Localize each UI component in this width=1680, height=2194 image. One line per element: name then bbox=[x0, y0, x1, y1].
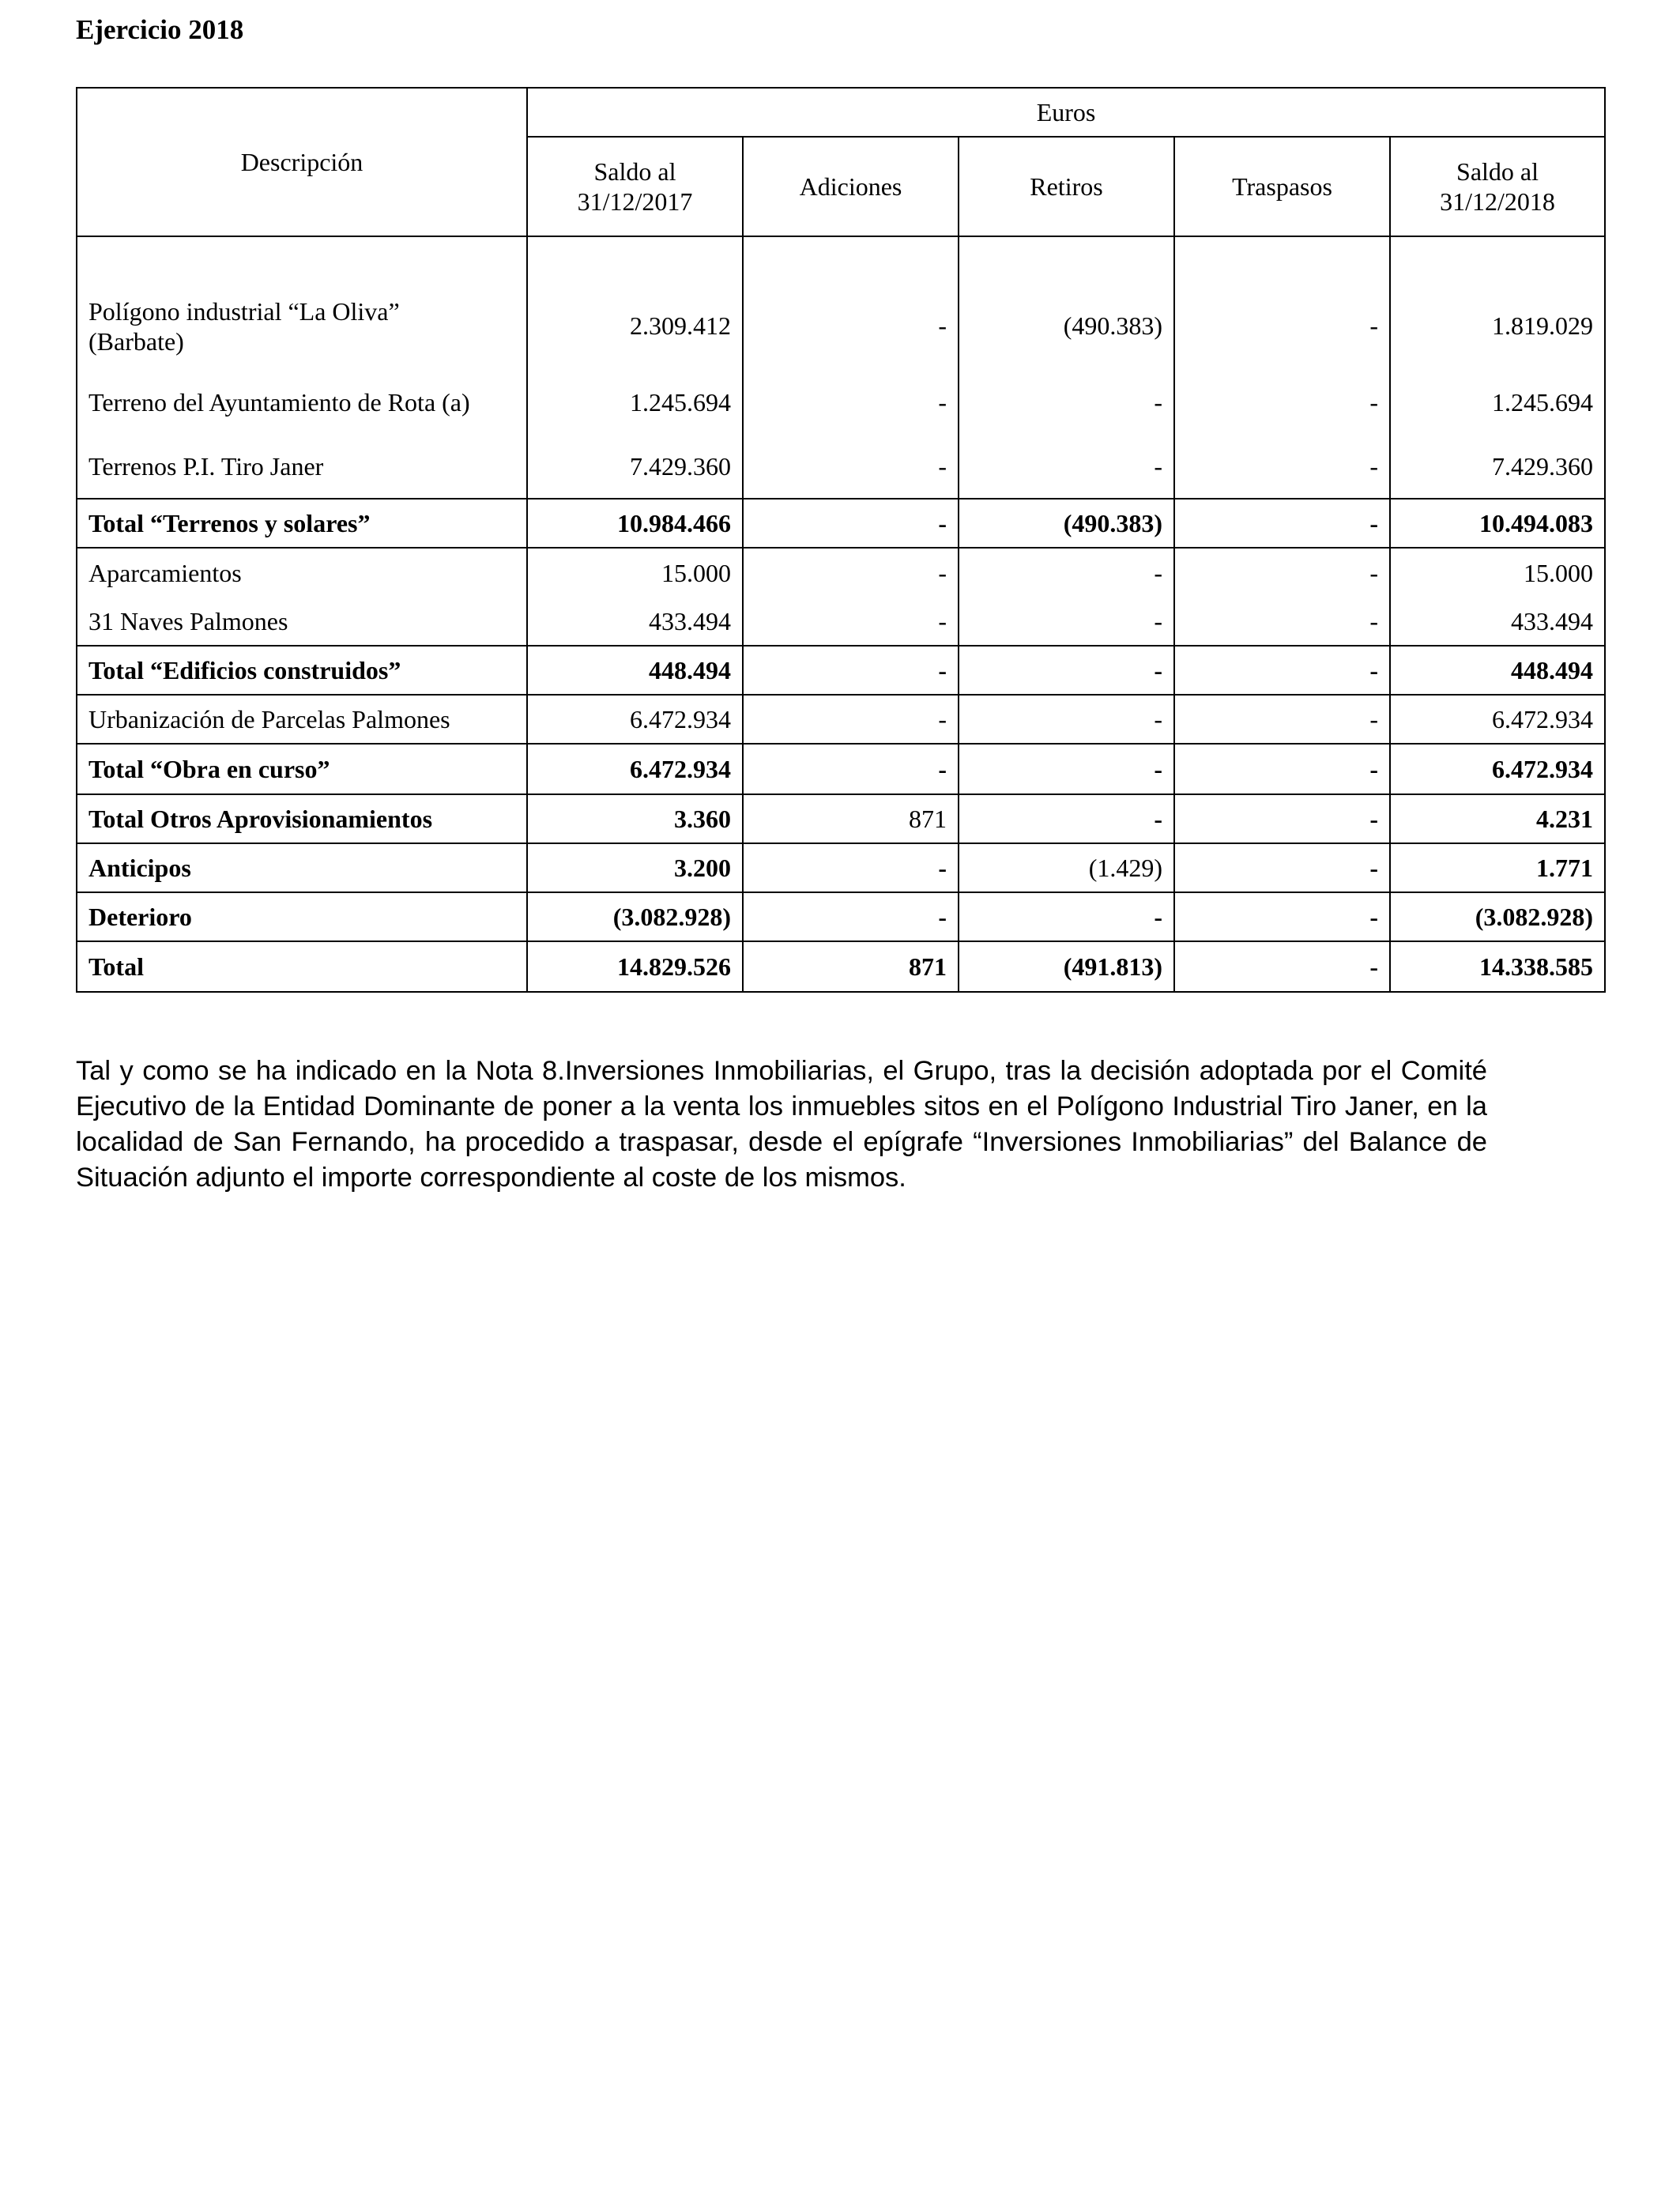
row-label: Aparcamientos bbox=[77, 548, 527, 597]
row-label: Total Otros Aprovisionamientos bbox=[77, 794, 527, 843]
cell-value: (490.383) bbox=[959, 236, 1174, 371]
cell-value: 433.494 bbox=[527, 597, 743, 646]
cell-value: 433.494 bbox=[1390, 597, 1605, 646]
cell-value: - bbox=[743, 434, 959, 499]
row-label: Polígono industrial “La Oliva” (Barbate) bbox=[77, 236, 527, 371]
cell-value: - bbox=[743, 843, 959, 892]
cell-value: - bbox=[1174, 434, 1390, 499]
table-row-total bbox=[77, 646, 1605, 695]
cell-value: 3.200 bbox=[527, 843, 743, 892]
cell-value: - bbox=[743, 499, 959, 548]
cell-value: - bbox=[959, 646, 1174, 695]
cell-value: - bbox=[959, 371, 1174, 434]
table-row bbox=[77, 434, 1605, 499]
cell-value: 448.494 bbox=[1390, 646, 1605, 695]
cell-value: - bbox=[1174, 941, 1390, 992]
cell-value: 7.429.360 bbox=[527, 434, 743, 499]
cell-value: 6.472.934 bbox=[527, 695, 743, 744]
row-label: Deterioro bbox=[77, 892, 527, 941]
cell-value: - bbox=[1174, 843, 1390, 892]
header-euros: Euros bbox=[527, 88, 1605, 137]
explanatory-paragraph: Tal y como se ha indicado en la Nota 8.Inversiones Inmobiliarias, el Grupo, tras la decisión adoptada por el Comité Ejecutivo de la Entidad Dominante de poner a la venta los inmuebles sitos en el Polígono Industrial Tiro Janer, en la localidad de San Fernando, ha procedido a traspasar, desde el epígrafe “Inversiones Inmobiliarias” del Balance de Situación adjunto el importe correspondiente al coste de los mismos. bbox=[76, 1055, 1487, 1193]
cell-value: 1.245.694 bbox=[527, 371, 743, 434]
row-label: Terrenos P.I. Tiro Janer bbox=[77, 434, 527, 499]
cell-value: 10.984.466 bbox=[527, 499, 743, 548]
table-row-total bbox=[77, 499, 1605, 548]
cell-value: - bbox=[1174, 744, 1390, 794]
row-label: Urbanización de Parcelas Palmones bbox=[77, 695, 527, 744]
cell-value: 1.245.694 bbox=[1390, 371, 1605, 434]
cell-value: 6.472.934 bbox=[527, 744, 743, 794]
cell-value: 1.819.029 bbox=[1390, 236, 1605, 371]
cell-value: 448.494 bbox=[527, 646, 743, 695]
cell-value: 1.771 bbox=[1390, 843, 1605, 892]
cell-value: - bbox=[959, 892, 1174, 941]
cell-value: - bbox=[959, 434, 1174, 499]
row-label: Total bbox=[77, 941, 527, 992]
cell-value: - bbox=[1174, 892, 1390, 941]
table-row bbox=[77, 548, 1605, 597]
cell-value: - bbox=[743, 371, 959, 434]
table-row-total bbox=[77, 892, 1605, 941]
cell-value: 6.472.934 bbox=[1390, 695, 1605, 744]
cell-value: (491.813) bbox=[959, 941, 1174, 992]
header-col-saldo-2017: Saldo al 31/12/2017 bbox=[527, 137, 743, 236]
cell-value: (1.429) bbox=[959, 843, 1174, 892]
cell-value: - bbox=[1174, 646, 1390, 695]
cell-value: 15.000 bbox=[527, 548, 743, 597]
row-label: Total “Terrenos y solares” bbox=[77, 499, 527, 548]
cell-value: - bbox=[959, 794, 1174, 843]
cell-value: 871 bbox=[743, 794, 959, 843]
header-col-retiros: Retiros bbox=[959, 137, 1174, 236]
cell-value: - bbox=[743, 236, 959, 371]
row-label: Terreno del Ayuntamiento de Rota (a) bbox=[77, 371, 527, 434]
table-row bbox=[77, 695, 1605, 744]
header-col-adiciones: Adiciones bbox=[743, 137, 959, 236]
cell-value: - bbox=[743, 744, 959, 794]
row-label: 31 Naves Palmones bbox=[77, 597, 527, 646]
table-row bbox=[77, 236, 1605, 371]
cell-value: - bbox=[959, 597, 1174, 646]
cell-value: - bbox=[743, 597, 959, 646]
cell-value: 10.494.083 bbox=[1390, 499, 1605, 548]
cell-value: - bbox=[959, 548, 1174, 597]
row-label: Total “Edificios construidos” bbox=[77, 646, 527, 695]
cell-value: - bbox=[1174, 695, 1390, 744]
table-row bbox=[77, 597, 1605, 646]
row-label: Total “Obra en curso” bbox=[77, 744, 527, 794]
cell-value: 2.309.412 bbox=[527, 236, 743, 371]
cell-value: - bbox=[1174, 794, 1390, 843]
cell-value: - bbox=[959, 744, 1174, 794]
table-row-total bbox=[77, 794, 1605, 843]
cell-value: 6.472.934 bbox=[1390, 744, 1605, 794]
cell-value: - bbox=[1174, 371, 1390, 434]
cell-value: 14.338.585 bbox=[1390, 941, 1605, 992]
cell-value: - bbox=[1174, 236, 1390, 371]
section-heading: Ejercicio 2018 bbox=[76, 14, 244, 45]
cell-value: 4.231 bbox=[1390, 794, 1605, 843]
cell-value: (490.383) bbox=[959, 499, 1174, 548]
cell-value: - bbox=[743, 646, 959, 695]
cell-value: - bbox=[743, 892, 959, 941]
cell-value: - bbox=[743, 548, 959, 597]
row-label: Anticipos bbox=[77, 843, 527, 892]
table-row-total bbox=[77, 843, 1605, 892]
header-col-traspasos: Traspasos bbox=[1174, 137, 1390, 236]
cell-value: - bbox=[1174, 597, 1390, 646]
cell-value: 15.000 bbox=[1390, 548, 1605, 597]
cell-value: 871 bbox=[743, 941, 959, 992]
cell-value: 14.829.526 bbox=[527, 941, 743, 992]
inventory-movements-table bbox=[76, 87, 1606, 993]
cell-value: 7.429.360 bbox=[1390, 434, 1605, 499]
cell-value: (3.082.928) bbox=[527, 892, 743, 941]
cell-value: (3.082.928) bbox=[1390, 892, 1605, 941]
table-row bbox=[77, 371, 1605, 434]
cell-value: - bbox=[743, 695, 959, 744]
header-description: Descripción bbox=[77, 88, 527, 236]
cell-value: - bbox=[959, 695, 1174, 744]
header-col-saldo-2018: Saldo al 31/12/2018 bbox=[1390, 137, 1605, 236]
cell-value: 3.360 bbox=[527, 794, 743, 843]
table-row-grand-total bbox=[77, 941, 1605, 992]
cell-value: - bbox=[1174, 548, 1390, 597]
cell-value: - bbox=[1174, 499, 1390, 548]
table-row-total bbox=[77, 744, 1605, 794]
